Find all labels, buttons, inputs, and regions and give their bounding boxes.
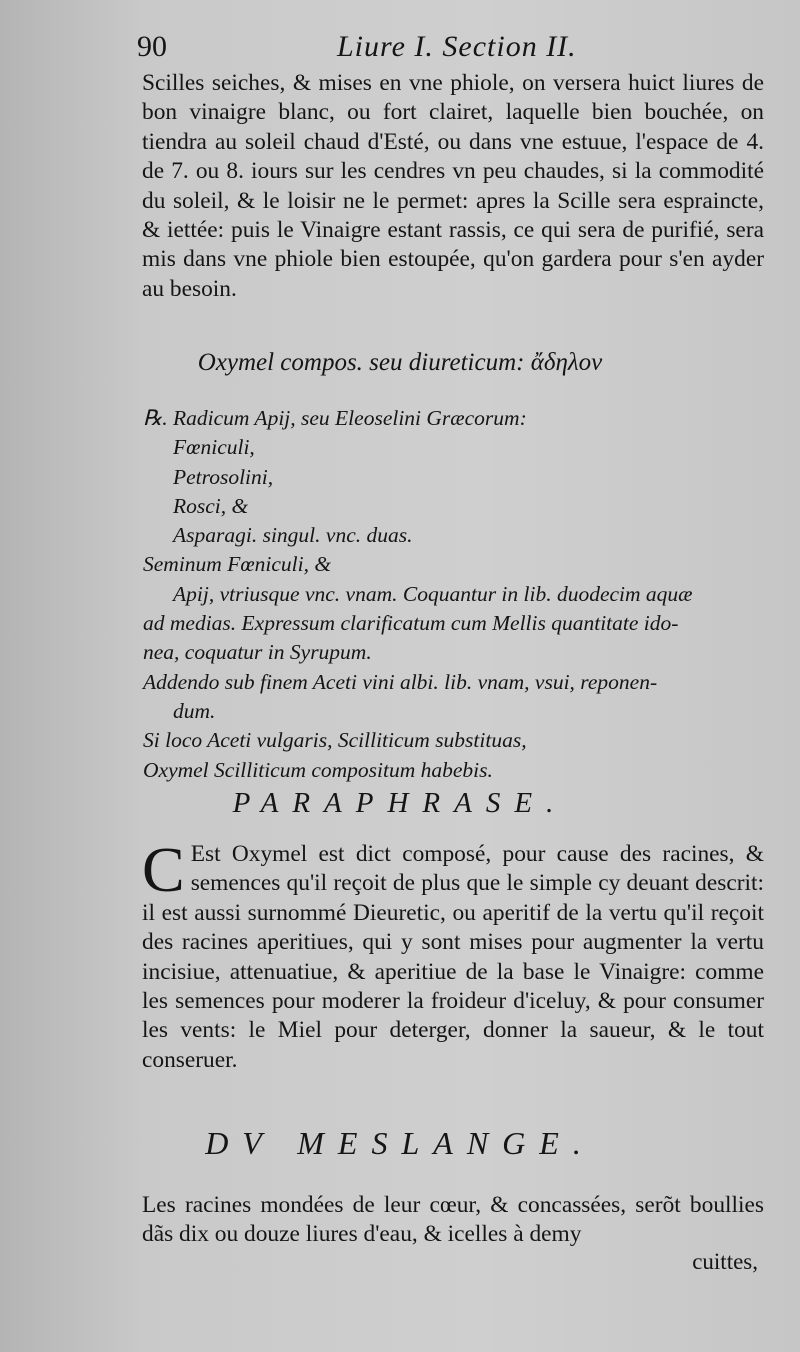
paraphrase-paragraph [142,834,764,1075]
recipe-line: Apij, vtriusque vnc. vnam. Coquantur in lib. duodecim aquæ [173,581,693,606]
running-title: Liure I. Section II. [337,30,577,63]
catchword: cuittes, [692,1249,758,1274]
meslange-paragraph: Les racines mondées de leur cœur, & concassées, serõt boullies dãs dix ou douze liures d'eau, & icelles à demy [142,1192,764,1248]
recipe-block [143,404,773,785]
recipe-line: Fœniculi, [173,435,255,460]
recipe-line: Oxymel Scilliticum compositum habebis. [143,757,493,782]
recipe-line: dum. [173,698,216,723]
recipe-line: Si loco Aceti vulgaris, Scilliticum substituas, [143,728,527,753]
recipe-line: Seminum Fœniculi, & [143,552,332,577]
paraphrase-heading: PARAPHRASE. [232,787,568,819]
running-header [137,30,777,70]
meslange-heading: DV MESLANGE. [205,1125,595,1161]
opening-paragraph: Scilles seiches, & mises en vne phiole, on versera huict liures de bon vinaigre blanc, ou fort clairet, laquelle bien bouchée, on tiendra au soleil chaud d'Esté, ou dans vne estuue, l'espace de 4. de 7. ou 8. iours sur les cendres vn peu chaudes, si la commodité du soleil, & le loisir ne le permet: apres la Scille sera espraincte, & iettée: puis le Vinaigre estant rassis, ce qui sera de purifié, sera mis dans vne phiole bien estoupée, qu'on gardera pour s'en ayder au besoin. [142,70,764,302]
paraphrase-body: Est Oxymel est dict composé, pour cause des racines, & semences qu'il reçoit de plus que le simple cy deuant descrit: il est aussi surnommé Dieuretic, ou aperitif de la vertu qu'il reçoit des racines aperitiues, qui y sont mises pour augmenter la vertu incisiue, attenuatiue, & aperitiue de la base le Vinaigre: comme les semences pour moderer la froideur d'iceluy, & pour consumer les vents: le Miel pour deterger, donner la saueur, & le tout conseruer. [142,841,764,1073]
recipe-line: Rosci, & [173,493,249,518]
recipe-line: ad medias. Expressum clarificatum cum Mellis quantitate ido- [143,611,679,636]
drop-cap: C [142,834,185,905]
recipe-line: Asparagi. singul. vnc. duas. [173,523,413,548]
recipe-line: ℞. Radicum Apij, seu Eleoselini Græcorum: [143,406,527,430]
recipe-line: nea, coquatur in Syrupum. [143,640,372,665]
recipe-line: Petrosolini, [173,464,274,489]
recipe-line: Addendo sub finem Aceti vini albi. lib. vnam, vsui, reponen- [143,669,658,694]
recipe-title: Oxymel compos. seu diureticum: ἄδηλον [197,349,603,376]
page-number: 90 [137,30,167,63]
